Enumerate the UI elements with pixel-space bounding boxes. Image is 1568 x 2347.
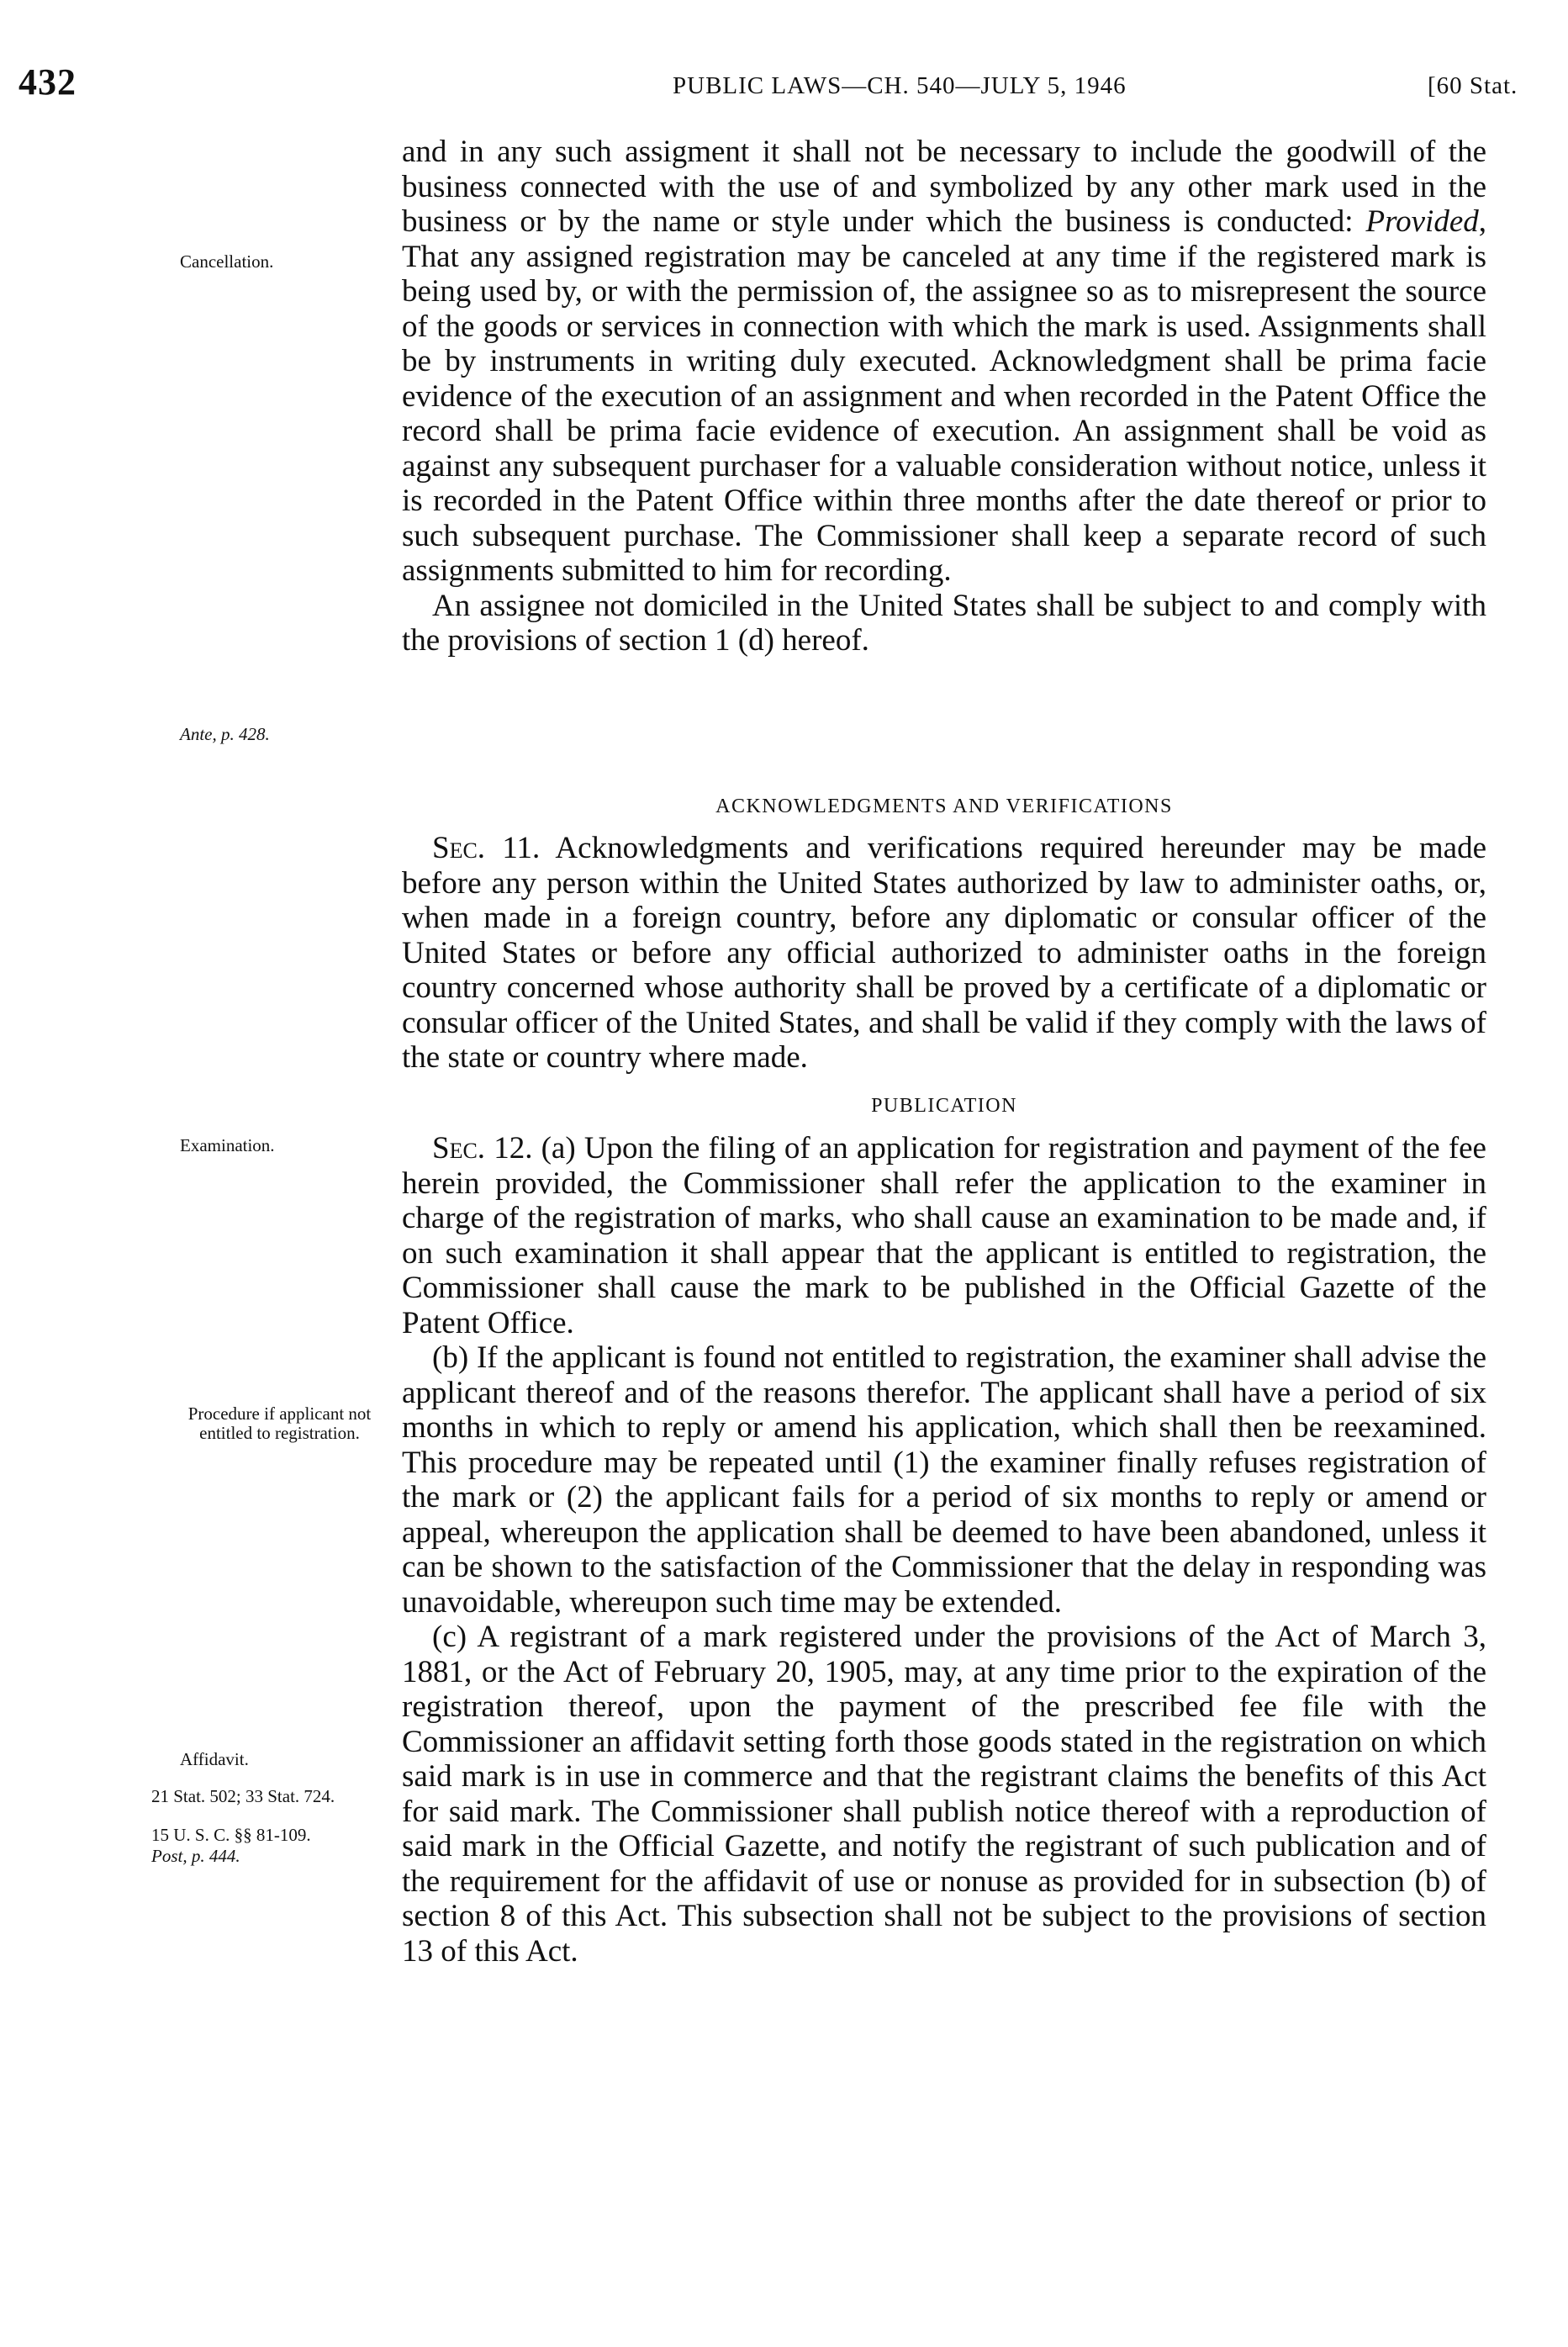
section-11 [402, 831, 1486, 1076]
margin-note-examination: Examination. [180, 1135, 275, 1155]
page-number: 432 [18, 61, 77, 103]
section-12 [402, 1131, 1486, 1969]
assignee-paragraph: An assignee not domiciled in the United States shall be subject to and comply with the provisions of section 1 (d) hereof. [402, 588, 1486, 658]
margin-citation-post: Post, p. 444. [151, 1846, 240, 1866]
sec11-label: Sec. 11. [432, 831, 541, 865]
sec12b-text: (b) If the applicant is found not entitled to registration, the examiner shall advise the applicant thereof and of the reasons therefor. The applicant shall have a period of six months in which to reply or amend his application, which shall then be reexamined. This procedure may be repeated until (1) the examiner finally refuses registration of the mark or (2) the applicant fails for a period of six months to reply or amend or appeal, whereupon the application shall be deemed to have been abandoned, unless it can be shown to the satisfaction of the Commissioner that the delay in responding was unavoidable, whereupon such time may be extended. [402, 1340, 1486, 1620]
volume-reference: [60 Stat. [1428, 72, 1518, 99]
running-head: PUBLIC LAWS—CH. 540—JULY 5, 1946 [673, 72, 1127, 99]
sec12a-text: (a) Upon the filing of an application for registration and payment of the fee herein provided, the Commissioner shall refer the application to the examiner in charge of the registration of marks, who shall cause an examination to be made and, if on such examination it shall appear that the applicant is entitled to registration, the Commissioner shall cause the mark to be published in the Official Gazette of the Patent Office. [402, 1131, 1486, 1340]
sec12-label: Sec. 12. [432, 1131, 533, 1166]
heading-acknowledgments: ACKNOWLEDGMENTS AND VERIFICATIONS [715, 796, 1173, 817]
margin-citation-usc: 15 U. S. C. §§ 81-109. [151, 1825, 311, 1845]
heading-publication: PUBLICATION [871, 1095, 1017, 1117]
assignment-text-part1: and in any such assigment it shall not be necessary to include the goodwill of the business connected with the use of and symbolized by any other mark used in the business or by the name or style under which the business is conducted: [402, 135, 1486, 239]
assignment-paragraph [402, 135, 1486, 658]
margin-citation-stat: 21 Stat. 502; 33 Stat. 724. [151, 1786, 335, 1806]
sec11-text: Acknowledgments and verifications required hereunder may be made before any person within the United States authorized by law to administer oaths, or, when made in a foreign country, before any diplomatic or consular officer of the United States or before any official authorized to administer oaths in the foreign country concerned whose authority shall be proved by a certificate of a diplomatic or consular officer of the United States, and shall be valid if they comply with the laws of the state or country where made. [402, 831, 1486, 1075]
sec12c-text: (c) A registrant of a mark registered under the provisions of the Act of March 3, 1881, or the Act of February 20, 1905, may, at any time prior to the expiration of the registration thereof, upon the payment of the prescribed fee file with the Commissioner an affidavit setting forth those goods stated in the registration on which said mark is in use in commerce and that the registrant claims the benefits of this Act for said mark. The Commissioner shall publish notice thereof with a reproduction of said mark in the Official Gazette, and notify the registrant of such publication and of the requirement for the affidavit of use or nonuse as provided for in subsection (b) of section 8 of this Act. This subsection shall not be subject to the provisions of section 13 of this Act. [402, 1620, 1486, 1969]
margin-note-cancellation: Cancellation. [180, 251, 274, 272]
assignment-text-part2: , That any assigned registration may be canceled at any time if the registered mark is being used by, or with the permission of, the assignee so as to misrepresent the source of the goods or services in connection with which the mark is used. Assignments shall be by instruments in writing duly executed. Acknowledgment shall be prima facie evidence of the execution of an assignment and when recorded in the Patent Office the record shall be prima facie evidence of execution. An assignment shall be void as against any subsequent purchaser for a valuable consideration without notice, unless it is recorded in the Patent Office within three months after the date thereof or prior to such subsequent purchase. The Commissioner shall keep a separate record of such assignments submitted to him for recording. [402, 204, 1486, 588]
proviso-word: Provided [1365, 204, 1479, 239]
margin-note-procedure: Procedure if applicant not entitled to registration. [187, 1403, 372, 1443]
margin-note-affidavit: Affidavit. [180, 1749, 249, 1769]
margin-note-ante: Ante, p. 428. [180, 724, 270, 744]
